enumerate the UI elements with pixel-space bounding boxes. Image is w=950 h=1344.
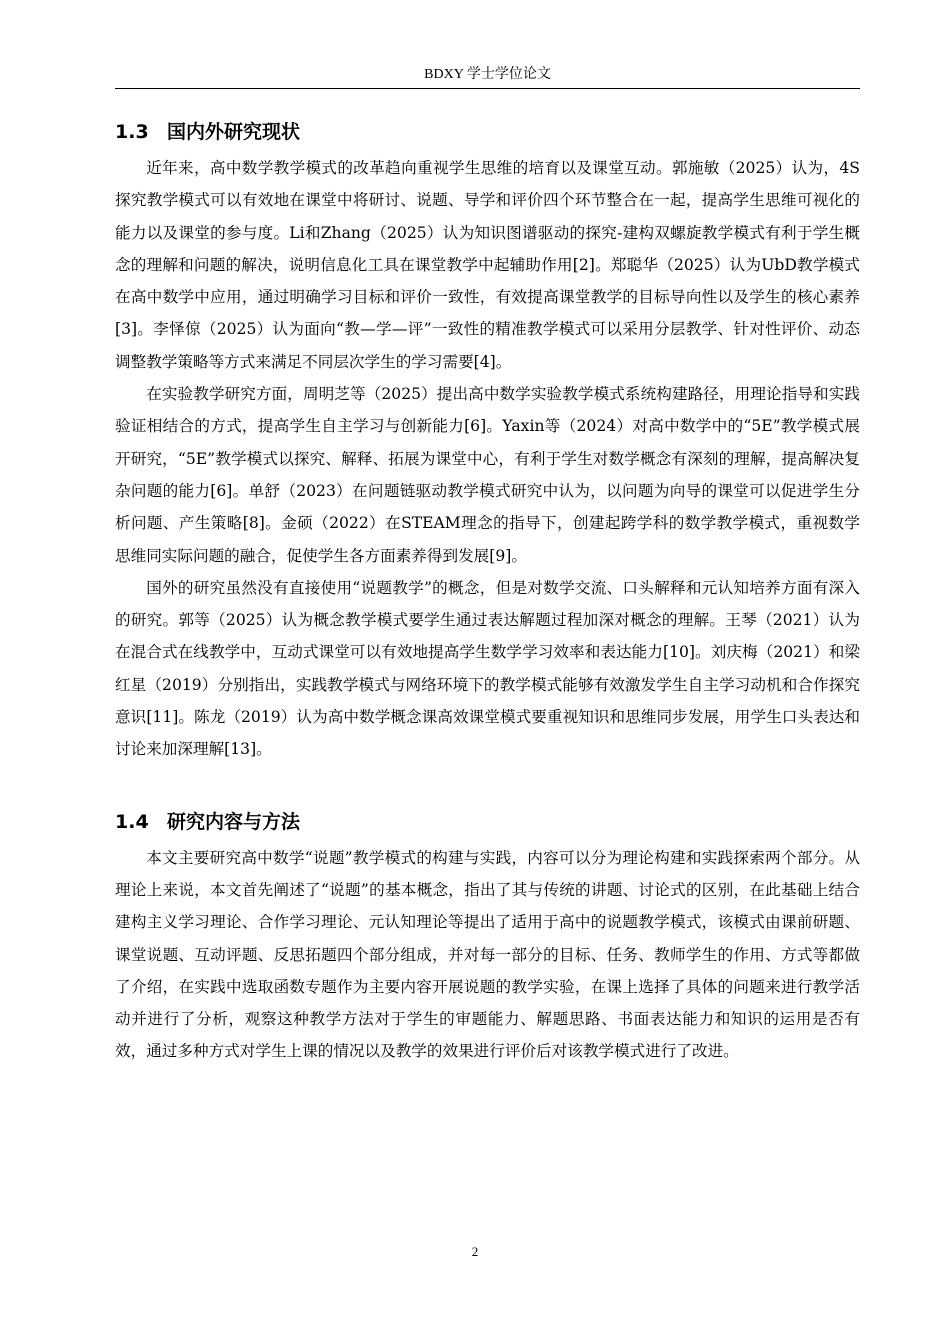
section-number: 1.4 — [115, 810, 149, 833]
section-gap — [115, 766, 860, 802]
page-body — [115, 112, 860, 1068]
section-title: 研究内容与方法 — [167, 810, 301, 833]
section-number: 1.3 — [115, 121, 149, 143]
section-heading-1-4 — [115, 802, 860, 842]
header-rule — [115, 88, 860, 89]
page-number: 2 — [471, 1244, 479, 1259]
paragraph: 近年来，高中数学教学模式的改革趋向重视学生思维的培育以及课堂互动。郭施敏（2025）认为，4S探究教学模式可以有效地在课堂中将研讨、说题、导学和评价四个环节整合在一起，提高学生思维可视化的能力以及课堂的参与度。Li和Zhang（2025）认为知识图谱驱动的探究-建构双螺旋教学模式有利于学生概念的理解和问题的解决，说明信息化工具在课堂教学中起辅助作用[2]。郑聪华（2025）认为UbD教学模式在高中数学中应用，通过明确学习目标和评价一致性，有效提高课堂教学的目标导向性以及学生的核心素养[3]。李怿倞（2025）认为面向“教—学—评”一致性的精准教学模式可以采用分层教学、针对性评价、动态调整教学策略等方式来满足不同层次学生的学习需要[4]。 — [115, 159, 860, 371]
paragraph: 国外的研究虽然没有直接使用“说题教学”的概念，但是对数学交流、口头解释和元认知培养方面有深入的研究。郭等（2025）认为概念教学模式要学生通过表达解题过程加深对概念的理解。王琴（2021）认为在混合式在线教学中，互动式课堂可以有效地提高学生数学学习效率和表达能力[10]。刘庆梅（2021）和梁红星（2019）分别指出，实践教学模式与网络环境下的教学模式能够有效激发学生自主学习动机和合作探究意识[11]。陈龙（2019）认为高中数学概念课高效课堂模式要重视知识和思维同步发展，用学生口头表达和讨论来加深理解[13]。 — [115, 578, 860, 759]
section-heading-1-3 — [115, 112, 860, 152]
paragraph: 在实验教学研究方面，周明芝等（2025）提出高中数学实验教学模式系统构建路径，用理论指导和实践验证相结合的方式，提高学生自主学习与创新能力[6]。Yaxin等（2024）对高中数学中的“5E”教学模式展开研究，“5E”教学模式以探究、解释、拓展为课堂中心，有利于学生对数学概念有深刻的理解，提高解决复杂问题的能力[6]。单舒（2023）在问题链驱动教学模式研究中认为，以问题为向导的课堂可以促进学生分析问题、产生策略[8]。金硕（2022）在STEAM理念的指导下，创建起跨学科的数学教学模式，重视数学思维同实际问题的融合，促使学生各方面素养得到发展[9]。 — [115, 385, 860, 565]
paragraph: 本文主要研究高中数学“说题”教学模式的构建与实践，内容可以分为理论构建和实践探索两个部分。从理论上来说，本文首先阐述了“说题”的基本概念，指出了其与传统的讲题、讨论式的区别，在此基础上结合建构主义学习理论、合作学习理论、元认知理论等提出了适用于高中的说题教学模式，该模式由课前研题、课堂说题、互动评题、反思拓题四个部分组成，并对每一部分的目标、任务、教师学生的作用、方式等都做了介绍，在实践中选取函数专题作为主要内容开展说题的教学实验，在课上选择了具体的问题来进行教学活动并进行了分析，观察这种教学方法对于学生的审题能力、解题思路、书面表达能力和知识的运用是否有效，通过多种方式对学生上课的情况以及教学的效果进行评价后对该教学模式进行了改进。 — [115, 848, 860, 1061]
running-header: BDXY 学士学位论文 — [424, 67, 551, 82]
section-title: 国内外研究现状 — [167, 121, 301, 143]
